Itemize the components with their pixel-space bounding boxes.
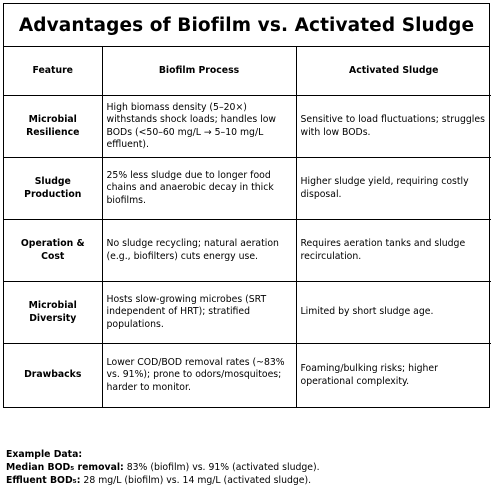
- example-line-bod-removal: [6, 461, 320, 474]
- example-value: 28 mg/L (biofilm) vs. 14 mg/L (activated sludge).: [80, 475, 312, 486]
- comparison-table-frame: [3, 3, 490, 408]
- table-row: [4, 282, 491, 344]
- activated-sludge-cell: Requires aeration tanks and sludge recirculation.: [296, 220, 491, 282]
- feature-cell: Drawbacks: [4, 344, 102, 408]
- table-header-row: [4, 47, 491, 96]
- table-row: [4, 158, 491, 220]
- biofilm-cell: Hosts slow-growing microbes (SRT independent of HRT); stratified populations.: [102, 282, 296, 344]
- table-row: [4, 344, 491, 408]
- feature-cell: Sludge Production: [4, 158, 102, 220]
- comparison-table: [4, 47, 491, 407]
- page-title: Advantages of Biofilm vs. Activated Sludge: [4, 4, 489, 47]
- example-label: Effluent BOD₅:: [6, 475, 81, 486]
- example-label: Median BOD₅ removal:: [6, 462, 124, 473]
- activated-sludge-cell: Foaming/bulking risks; higher operational complexity.: [296, 344, 491, 408]
- feature-cell: Microbial Resilience: [4, 96, 102, 158]
- feature-cell: Operation & Cost: [4, 220, 102, 282]
- table-row: [4, 96, 491, 158]
- example-line-effluent-bod: [6, 474, 320, 487]
- activated-sludge-cell: Higher sludge yield, requiring costly disposal.: [296, 158, 491, 220]
- activated-sludge-cell: Limited by short sludge age.: [296, 282, 491, 344]
- feature-cell: Microbial Diversity: [4, 282, 102, 344]
- activated-sludge-cell: Sensitive to load fluctuations; struggles with low BODs.: [296, 96, 491, 158]
- biofilm-cell: No sludge recycling; natural aeration (e.g., biofilters) cuts energy use.: [102, 220, 296, 282]
- table-row: [4, 220, 491, 282]
- header-activated-sludge: Activated Sludge: [296, 47, 491, 96]
- header-biofilm: Biofilm Process: [102, 47, 296, 96]
- example-value: 83% (biofilm) vs. 91% (activated sludge).: [123, 462, 320, 473]
- example-heading: Example Data:: [6, 449, 83, 460]
- biofilm-cell: High biomass density (5–20×) withstands shock loads; handles low BODs (<50–60 mg/L → 5–10 mg/L effluent).: [102, 96, 296, 158]
- header-feature: Feature: [4, 47, 102, 96]
- example-data-section: [6, 448, 320, 487]
- biofilm-cell: 25% less sludge due to longer food chains and anaerobic decay in thick biofilms.: [102, 158, 296, 220]
- biofilm-cell: Lower COD/BOD removal rates (~83% vs. 91%); prone to odors/mosquitoes; harder to monitor.: [102, 344, 296, 408]
